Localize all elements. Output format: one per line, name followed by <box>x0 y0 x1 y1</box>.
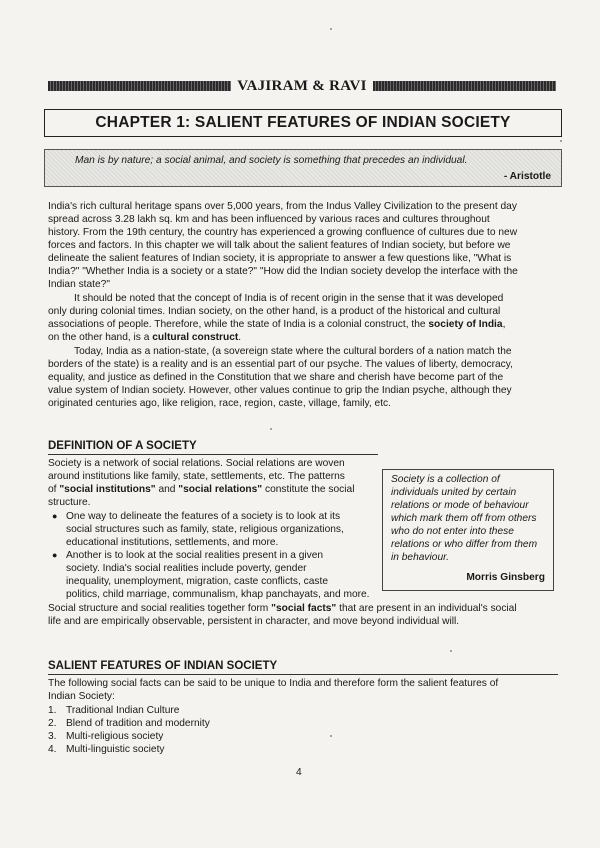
sidebox-line: who do not enter into these <box>391 526 514 537</box>
list-item-number: 3. <box>48 731 57 742</box>
definition-line <box>48 483 354 496</box>
chapter-title: CHAPTER 1: SALIENT FEATURES OF INDIAN SOCIETY <box>44 109 562 137</box>
bullet-line: One way to delineate the features of a society is to look at its <box>66 511 341 522</box>
page-number: 4 <box>296 767 302 778</box>
brand-name: VAJIRAM & RAVI <box>237 77 367 94</box>
bullet-icon: ● <box>52 550 58 560</box>
header-banner <box>48 78 556 94</box>
definition-text: that are present in an individual's social <box>339 603 517 614</box>
scan-speck <box>330 28 332 30</box>
definition-text: Social structure and social realities together form <box>48 603 269 614</box>
list-item-number: 1. <box>48 705 57 716</box>
list-item: Traditional Indian Culture <box>66 705 180 716</box>
list-item: Multi-linguistic society <box>66 744 165 755</box>
intro-text: . <box>238 332 242 343</box>
scan-speck <box>270 428 272 430</box>
bold-term-social-institutions: "social institutions" <box>59 484 156 495</box>
quote-box <box>44 149 562 187</box>
bold-term-social-facts: "social facts" <box>271 603 337 614</box>
definition-text: and <box>158 484 176 495</box>
quote-author: - Aristotle <box>503 171 551 182</box>
scan-speck <box>450 650 452 652</box>
intro-text: associations of people. Therefore, while the state of India is a colonial construct, the <box>48 319 426 330</box>
intro-line: India's rich cultural heritage spans over 5,000 years, from the Indus Valley Civilization to the present day <box>48 201 517 212</box>
sidebox-line: relations or who differ from them <box>391 539 538 550</box>
intro-text: on the other hand, is a <box>48 332 150 343</box>
sidebox-line: which mark them off from others <box>391 513 537 524</box>
list-item-number: 4. <box>48 744 57 755</box>
section-heading-definition: DEFINITION OF A SOCIETY <box>48 440 197 452</box>
intro-line: spread across 3.28 lakh sq. km and has been influenced by various races and cultures throughout <box>48 214 490 225</box>
sidebox-line: in behaviour. <box>391 552 449 563</box>
intro-line: Indian state?" <box>48 279 110 290</box>
definition-line: structure. <box>48 497 91 508</box>
intro-line: only during colonial times. Indian society, on the other hand, is a product of the historical and cultural <box>48 306 501 317</box>
intro-line: history. From the 19th century, the country has experienced a growing confluence of cultures due to new <box>48 227 518 238</box>
salient-intro-line: Indian Society: <box>48 691 115 702</box>
intro-line: borders of the state) is a reality and is an essential part of our psyche. The values of liberty, democracy, <box>48 359 513 370</box>
intro-line: equality, and justice as defined in the Constitution that we share and cherish have become part of the <box>48 372 504 383</box>
intro-text: , <box>502 319 506 330</box>
definition-closing-line <box>48 602 517 615</box>
scan-speck <box>330 735 332 737</box>
heading-underline <box>48 674 558 675</box>
banner-bar-right <box>373 81 556 91</box>
bold-term-cultural-construct: cultural construct <box>152 332 239 343</box>
list-item: Blend of tradition and modernity <box>66 718 210 729</box>
intro-line <box>48 331 241 344</box>
intro-line: forces and factors. In this chapter we will talk about the salient features of Indian society, but before we <box>48 240 511 251</box>
sidebox-line: individuals united by certain <box>391 487 517 498</box>
bullet-line: society. India's social realities include poverty, gender <box>66 563 307 574</box>
scan-speck <box>560 140 562 142</box>
salient-intro-line: The following social facts can be said to be unique to India and therefore form the salient features of <box>48 678 499 689</box>
bullet-line: inequality, unemployment, migration, caste conflicts, caste <box>66 576 328 587</box>
intro-line: originated centuries ago, like religion, race, region, caste, village, family, etc. <box>48 398 391 409</box>
definition-text: of <box>48 484 57 495</box>
definition-sidebox <box>382 469 554 591</box>
definition-line: Society is a network of social relations. Social relations are woven <box>48 458 345 469</box>
intro-line <box>48 318 505 331</box>
sidebox-line: relations or mode of behaviour <box>391 500 529 511</box>
definition-text: constitute the social <box>264 484 355 495</box>
quote-text: Man is by nature; a social animal, and society is something that precedes an individual. <box>75 155 468 166</box>
heading-underline <box>48 454 378 455</box>
bold-term-social-relations: "social relations" <box>178 484 263 495</box>
sidebox-line: Society is a collection of <box>391 474 500 485</box>
intro-line: Today, India as a nation-state, (a sovereign state where the cultural borders of a nation match the <box>74 346 512 357</box>
definition-closing-line: life and are empirically observable, persistent in character, and move beyond individual will. <box>48 616 460 627</box>
intro-line: India?" "Whether India is a society or a state?" "How did the Indian society develop the interface with the <box>48 266 518 277</box>
sidebox-author: Morris Ginsberg <box>466 572 545 583</box>
definition-line: around institutions like family, state, settlements, etc. The patterns <box>48 471 345 482</box>
banner-bar-left <box>48 81 231 91</box>
bullet-icon: ● <box>52 511 58 521</box>
intro-line: It should be noted that the concept of India is of recent origin in the sense that it was developed <box>74 293 504 304</box>
intro-line: delineate the salient features of Indian society, it is appropriate to answer a few questions like, "What is <box>48 253 512 264</box>
intro-line: value system of Indian society. However, other values continue to grip the Indian psyche, although they <box>48 385 512 396</box>
list-item-number: 2. <box>48 718 57 729</box>
bullet-line: Another is to look at the social realities present in a given <box>66 550 324 561</box>
list-item: Multi-religious society <box>66 731 164 742</box>
bullet-line: social structures such as family, state, religious organizations, <box>66 524 344 535</box>
bold-term-society-of-india: society of India <box>428 319 503 330</box>
bullet-line: politics, child marriage, communalism, khap panchayats, and more. <box>66 589 370 600</box>
section-heading-salient-features: SALIENT FEATURES OF INDIAN SOCIETY <box>48 660 278 672</box>
bullet-line: educational institutions, settlements, and more. <box>66 537 279 548</box>
